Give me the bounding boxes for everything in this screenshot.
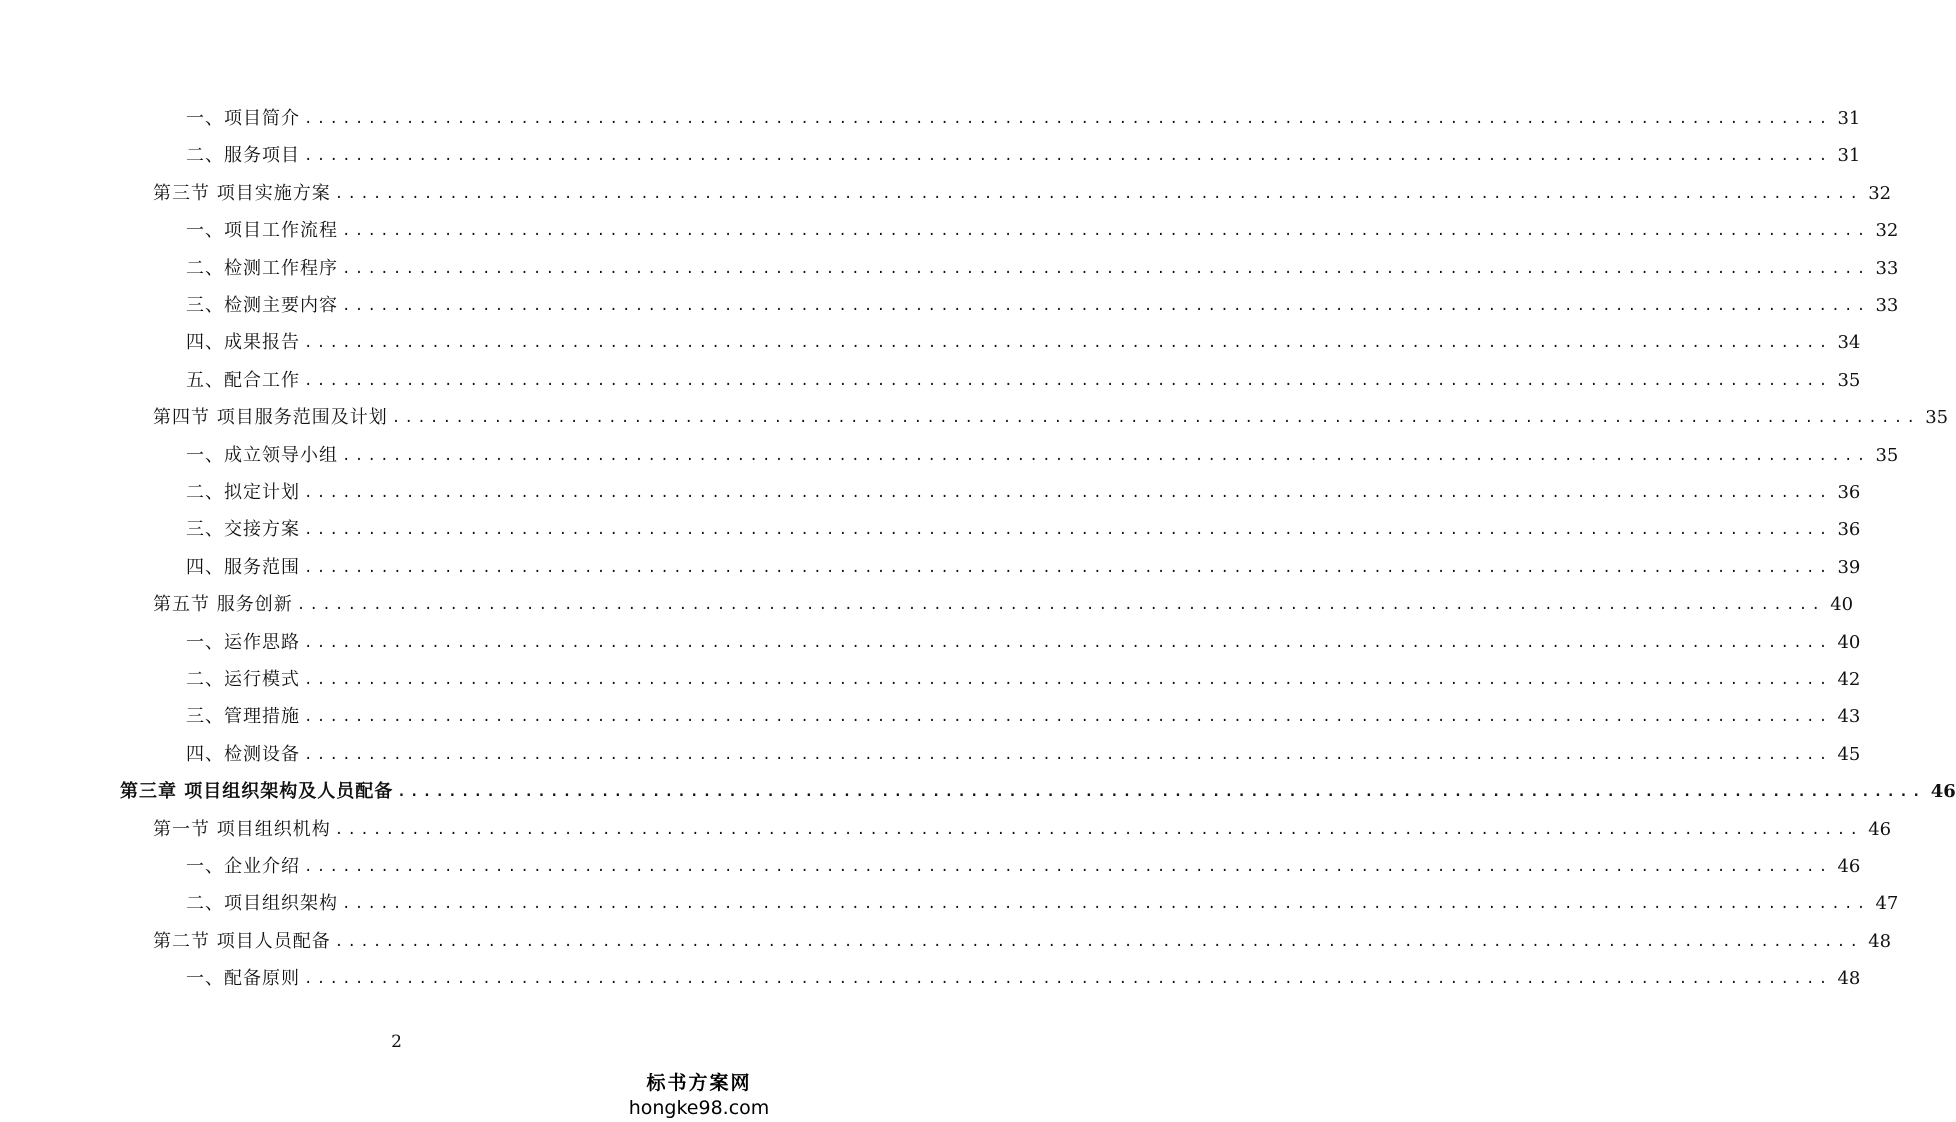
toc-entry-page: 47 xyxy=(1875,893,1899,915)
toc-dot-leader: ........................................................................................................................ xyxy=(391,410,1920,427)
toc-dot-leader: ........................................................................................................................ xyxy=(304,971,1832,988)
toc-entry-page: 48 xyxy=(1837,968,1861,990)
toc-entry-item[interactable] xyxy=(186,553,1861,583)
watermark-logo xyxy=(619,1068,779,1119)
toc-dot-leader: ........................................................................................................................ xyxy=(304,634,1832,651)
toc-entry-label: 四、服务范围 xyxy=(186,556,300,578)
toc-entry-page: 33 xyxy=(1875,257,1899,279)
toc-entry-page: 48 xyxy=(1868,930,1892,952)
toc-entry-page: 45 xyxy=(1837,743,1861,765)
toc-dot-leader: ........................................................................................................................ xyxy=(296,597,1825,614)
toc-entry-item[interactable] xyxy=(186,328,1861,358)
toc-dot-leader: ........................................................................................................................ xyxy=(304,111,1832,127)
toc-entry-label: 五、配合工作 xyxy=(186,369,300,391)
toc-entry-label: 一、企业介绍 xyxy=(186,856,300,877)
toc-entry-label: 三、交接方案 xyxy=(186,519,300,541)
toc-entry-chapter[interactable] xyxy=(120,777,1956,807)
toc-entry-page: 46 xyxy=(1837,856,1861,877)
toc-entry-item[interactable] xyxy=(186,702,1861,732)
toc-entry-item[interactable] xyxy=(186,852,1861,882)
toc-entry-label: 四、检测设备 xyxy=(186,743,300,765)
watermark-url: hongke98.com xyxy=(628,1097,770,1119)
toc-entry-label: 一、项目简介 xyxy=(186,108,300,129)
toc-entry-page: 42 xyxy=(1837,669,1861,690)
toc-entry-item[interactable] xyxy=(186,889,1899,919)
toc-entry-page: 32 xyxy=(1875,220,1899,242)
toc-dot-leader: ........................................................................................................................ xyxy=(304,148,1832,165)
toc-entry-label: 一、运作思路 xyxy=(186,631,300,653)
toc-dot-leader: ........................................................................................................................ xyxy=(304,859,1832,875)
toc-entry-item[interactable] xyxy=(186,665,1861,695)
toc-entry-label: 二、检测工作程序 xyxy=(186,257,338,279)
toc-entry-item[interactable] xyxy=(186,740,1861,770)
page-number: 2 xyxy=(391,1032,402,1052)
toc-entry-page: 36 xyxy=(1837,519,1861,541)
toc-dot-leader: ........................................................................................................................ xyxy=(304,372,1832,389)
toc-dot-leader: ........................................................................................................................ xyxy=(342,896,1870,913)
toc-dot-leader: ........................................................................................................................ xyxy=(304,335,1832,352)
toc-entry-label: 二、拟定计划 xyxy=(186,482,300,503)
toc-entry-page: 34 xyxy=(1837,332,1861,354)
toc-entry-page: 35 xyxy=(1837,369,1861,391)
toc-entry-label: 第一节 项目组织机构 xyxy=(153,818,331,840)
toc-entry-page: 33 xyxy=(1875,295,1899,316)
toc-entry-label: 二、服务项目 xyxy=(186,145,300,167)
toc-entry-item[interactable] xyxy=(186,141,1861,171)
toc-entry-page: 39 xyxy=(1837,556,1861,578)
toc-entry-page: 40 xyxy=(1837,631,1861,653)
toc-dot-leader: ........................................................................................................................ xyxy=(304,672,1832,688)
toc-entry-label: 一、成立领导小组 xyxy=(186,444,338,466)
toc-entry-item[interactable] xyxy=(186,441,1899,471)
toc-entry-item[interactable] xyxy=(186,628,1861,658)
toc-dot-leader: ........................................................................................................................ xyxy=(304,709,1832,726)
toc-entry-section[interactable] xyxy=(153,590,1854,620)
toc-entry-page: 31 xyxy=(1837,108,1861,129)
toc-entry-item[interactable] xyxy=(186,964,1861,994)
toc-entry-label: 第四节 项目服务范围及计划 xyxy=(153,407,388,429)
toc-entry-label: 第三节 项目实施方案 xyxy=(153,182,331,204)
toc-entry-section[interactable] xyxy=(153,815,1892,845)
toc-entry-page: 35 xyxy=(1925,407,1949,429)
toc-dot-leader: ........................................................................................................................ xyxy=(342,298,1870,314)
toc-entry-item[interactable] xyxy=(186,216,1899,246)
toc-entry-page: 40 xyxy=(1830,594,1854,616)
toc-entry-page: 36 xyxy=(1837,482,1861,503)
toc-dot-leader: ........................................................................................................................ xyxy=(342,223,1870,240)
toc-entry-item[interactable] xyxy=(186,254,1899,284)
toc-dot-leader: ........................................................................................................................ xyxy=(397,784,1925,801)
toc-entry-section[interactable] xyxy=(153,179,1892,209)
toc-dot-leader: ........................................................................................................................ xyxy=(334,821,1863,838)
toc-entry-label: 二、运行模式 xyxy=(186,669,300,690)
toc-entry-label: 一、配备原则 xyxy=(186,968,300,990)
toc-entry-page: 43 xyxy=(1837,706,1861,728)
toc-dot-leader: ........................................................................................................................ xyxy=(304,746,1832,763)
toc-dot-leader: ........................................................................................................................ xyxy=(304,522,1832,539)
toc-entry-label: 二、项目组织架构 xyxy=(186,893,338,915)
toc-entry-item[interactable] xyxy=(186,104,1861,134)
toc-entry-label: 第三章 项目组织架构及人员配备 xyxy=(120,781,394,803)
toc-dot-leader: ........................................................................................................................ xyxy=(304,559,1832,576)
toc-entry-label: 第二节 项目人员配备 xyxy=(153,930,331,952)
watermark-site-name: 标书方案网 xyxy=(646,1072,752,1094)
toc-entry-item[interactable] xyxy=(186,291,1899,321)
toc-entry-section[interactable] xyxy=(153,927,1892,957)
toc-entry-label: 四、成果报告 xyxy=(186,332,300,354)
toc-entry-section[interactable] xyxy=(153,403,1949,433)
toc-entry-page: 46 xyxy=(1868,818,1892,840)
toc-entry-item[interactable] xyxy=(186,515,1861,545)
toc-dot-leader: ........................................................................................................................ xyxy=(334,185,1863,202)
toc-entry-label: 一、项目工作流程 xyxy=(186,220,338,242)
toc-entry-label: 三、管理措施 xyxy=(186,706,300,728)
toc-entry-page: 31 xyxy=(1837,145,1861,167)
toc-entry-page: 46 xyxy=(1930,781,1956,803)
toc-entry-label: 第五节 服务创新 xyxy=(153,594,293,616)
toc-entry-item[interactable] xyxy=(186,478,1861,508)
toc-entry-page: 35 xyxy=(1875,444,1899,466)
toc-dot-leader: ........................................................................................................................ xyxy=(342,260,1870,277)
toc-entry-label: 三、检测主要内容 xyxy=(186,295,338,316)
toc-entry-item[interactable] xyxy=(186,366,1861,396)
toc-entry-page: 32 xyxy=(1868,182,1892,204)
toc-dot-leader: ........................................................................................................................ xyxy=(334,933,1863,950)
toc-dot-leader: ........................................................................................................................ xyxy=(304,485,1832,501)
toc-dot-leader: ........................................................................................................................ xyxy=(342,447,1870,464)
